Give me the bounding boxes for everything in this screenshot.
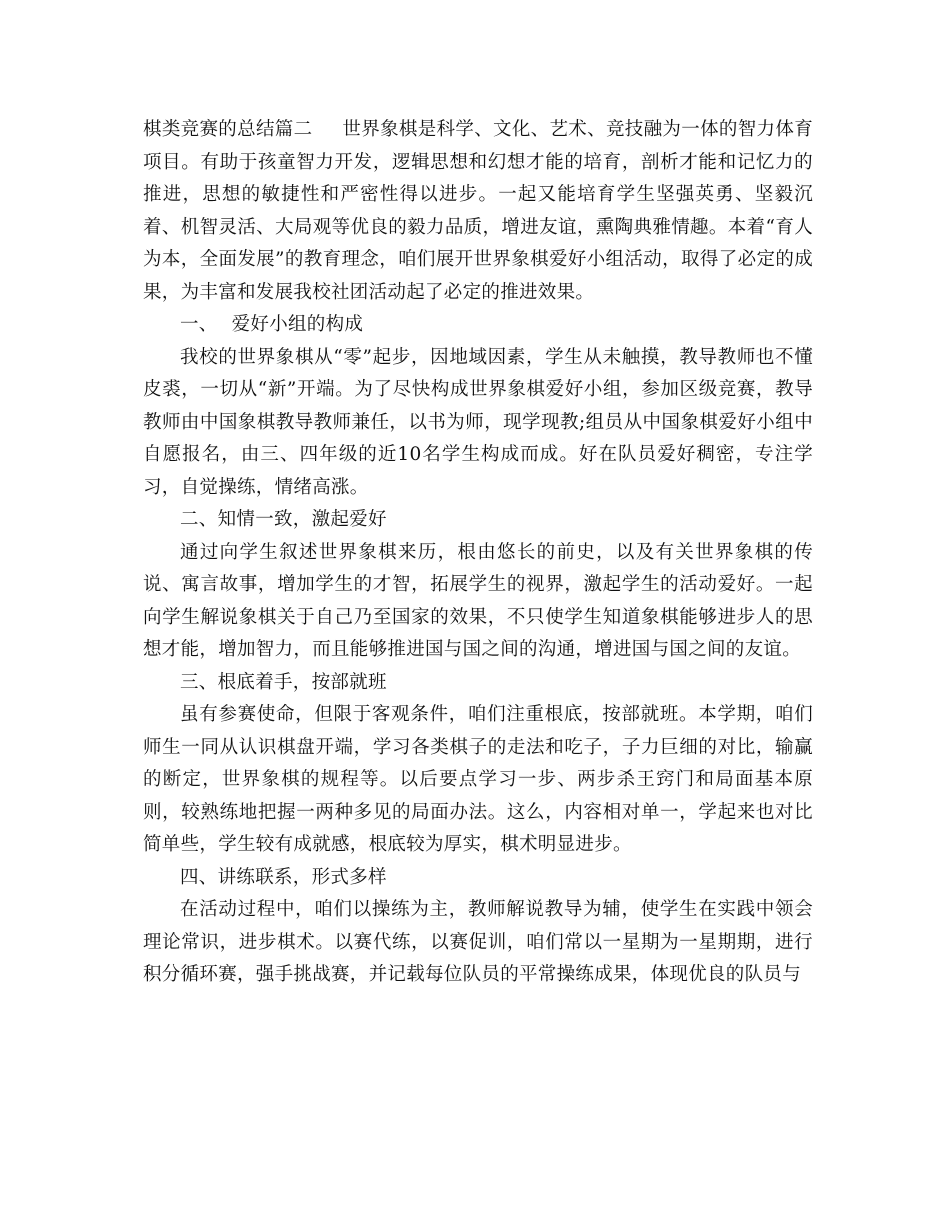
section-title: 爱好小组的构成 [231,314,364,335]
section-title: 三、根底着手，按部就班 [180,671,387,693]
document-body [143,114,813,992]
intro-paragraph [143,114,813,309]
section-body-4: 在活动过程中，咱们以操练为主，教师解说教导为辅，使学生在实践中领会理论常识，进步棋术。以赛代练，以赛促训，咱们常以一星期为一星期期，进行积分循环赛，强手挑战赛，并记载每位队员的平常操练成果，体现优良的队员与 [143,899,813,985]
section-heading-1 [143,309,813,342]
section-heading-3 [143,667,813,700]
section-heading-2 [143,504,813,537]
section-number: 一、 [180,314,218,335]
document-title: 棋类竞赛的总结篇二 [143,119,313,140]
section-body-2: 通过向学生叙述世界象棋来历，根由悠长的前史，以及有关世界象棋的传说、寓言故事，增加学生的才智，拓展学生的视界，激起学生的活动爱好。一起向学生解说象棋关于自己乃至国家的效果，不只使学生知道象棋能够进步人的思想才能，增加智力，而且能够推进国与国之间的沟通，增进国与国之间的友谊。 [143,541,813,660]
section-title: 二、知情一致，激起爱好 [180,509,387,530]
section-title: 四、讲练联系，形式多样 [180,866,387,888]
section-body-1: 我校的世界象棋从“零”起步，因地域因素，学生从未触摸，教导教师也不懂皮裘，一切从“新”开端。为了尽快构成世界象棋爱好小组，参加区级竞赛，教导教师由中国象棋教导教师兼任，以书为师，现学现教;组员从中国象棋爱好小组中自愿报名，由三、四年级的近10名学生构成而成。好在队员爱好稠密，专注学习，自觉操练，情绪高涨。 [143,346,813,498]
section-heading-4 [143,862,813,895]
intro-text: 世界象棋是科学、文化、艺术、竞技融为一体的智力体育项目。有助于孩童智力开发，逻辑思想和幻想才能的培育，剖析才能和记忆力的推进，思想的敏捷性和严密性得以进步。一起又能培育学生坚强英勇、坚毅沉着、机智灵活、大局观等优良的毅力品质，增进友谊，熏陶典雅情趣。本着“育人为本，全面发展”的教育理念，咱们展开世界象棋爱好小组活动，取得了必定的成果，为丰富和发展我校社团活动起了必定的推进效果。 [143,119,813,303]
section-body-3: 虽有参赛使命，但限于客观条件，咱们注重根底，按部就班。本学期，咱们师生一同从认识棋盘开端，学习各类棋子的走法和吃子，子力巨细的对比，输赢的断定，世界象棋的规程等。以后要点学习一步、两步杀王窍门和局面基本原则，较熟练地把握一两种多见的局面办法。这么，内容相对单一，学起来也对比简单些，学生较有成就感，根底较为厚实，棋术明显进步。 [143,704,813,855]
